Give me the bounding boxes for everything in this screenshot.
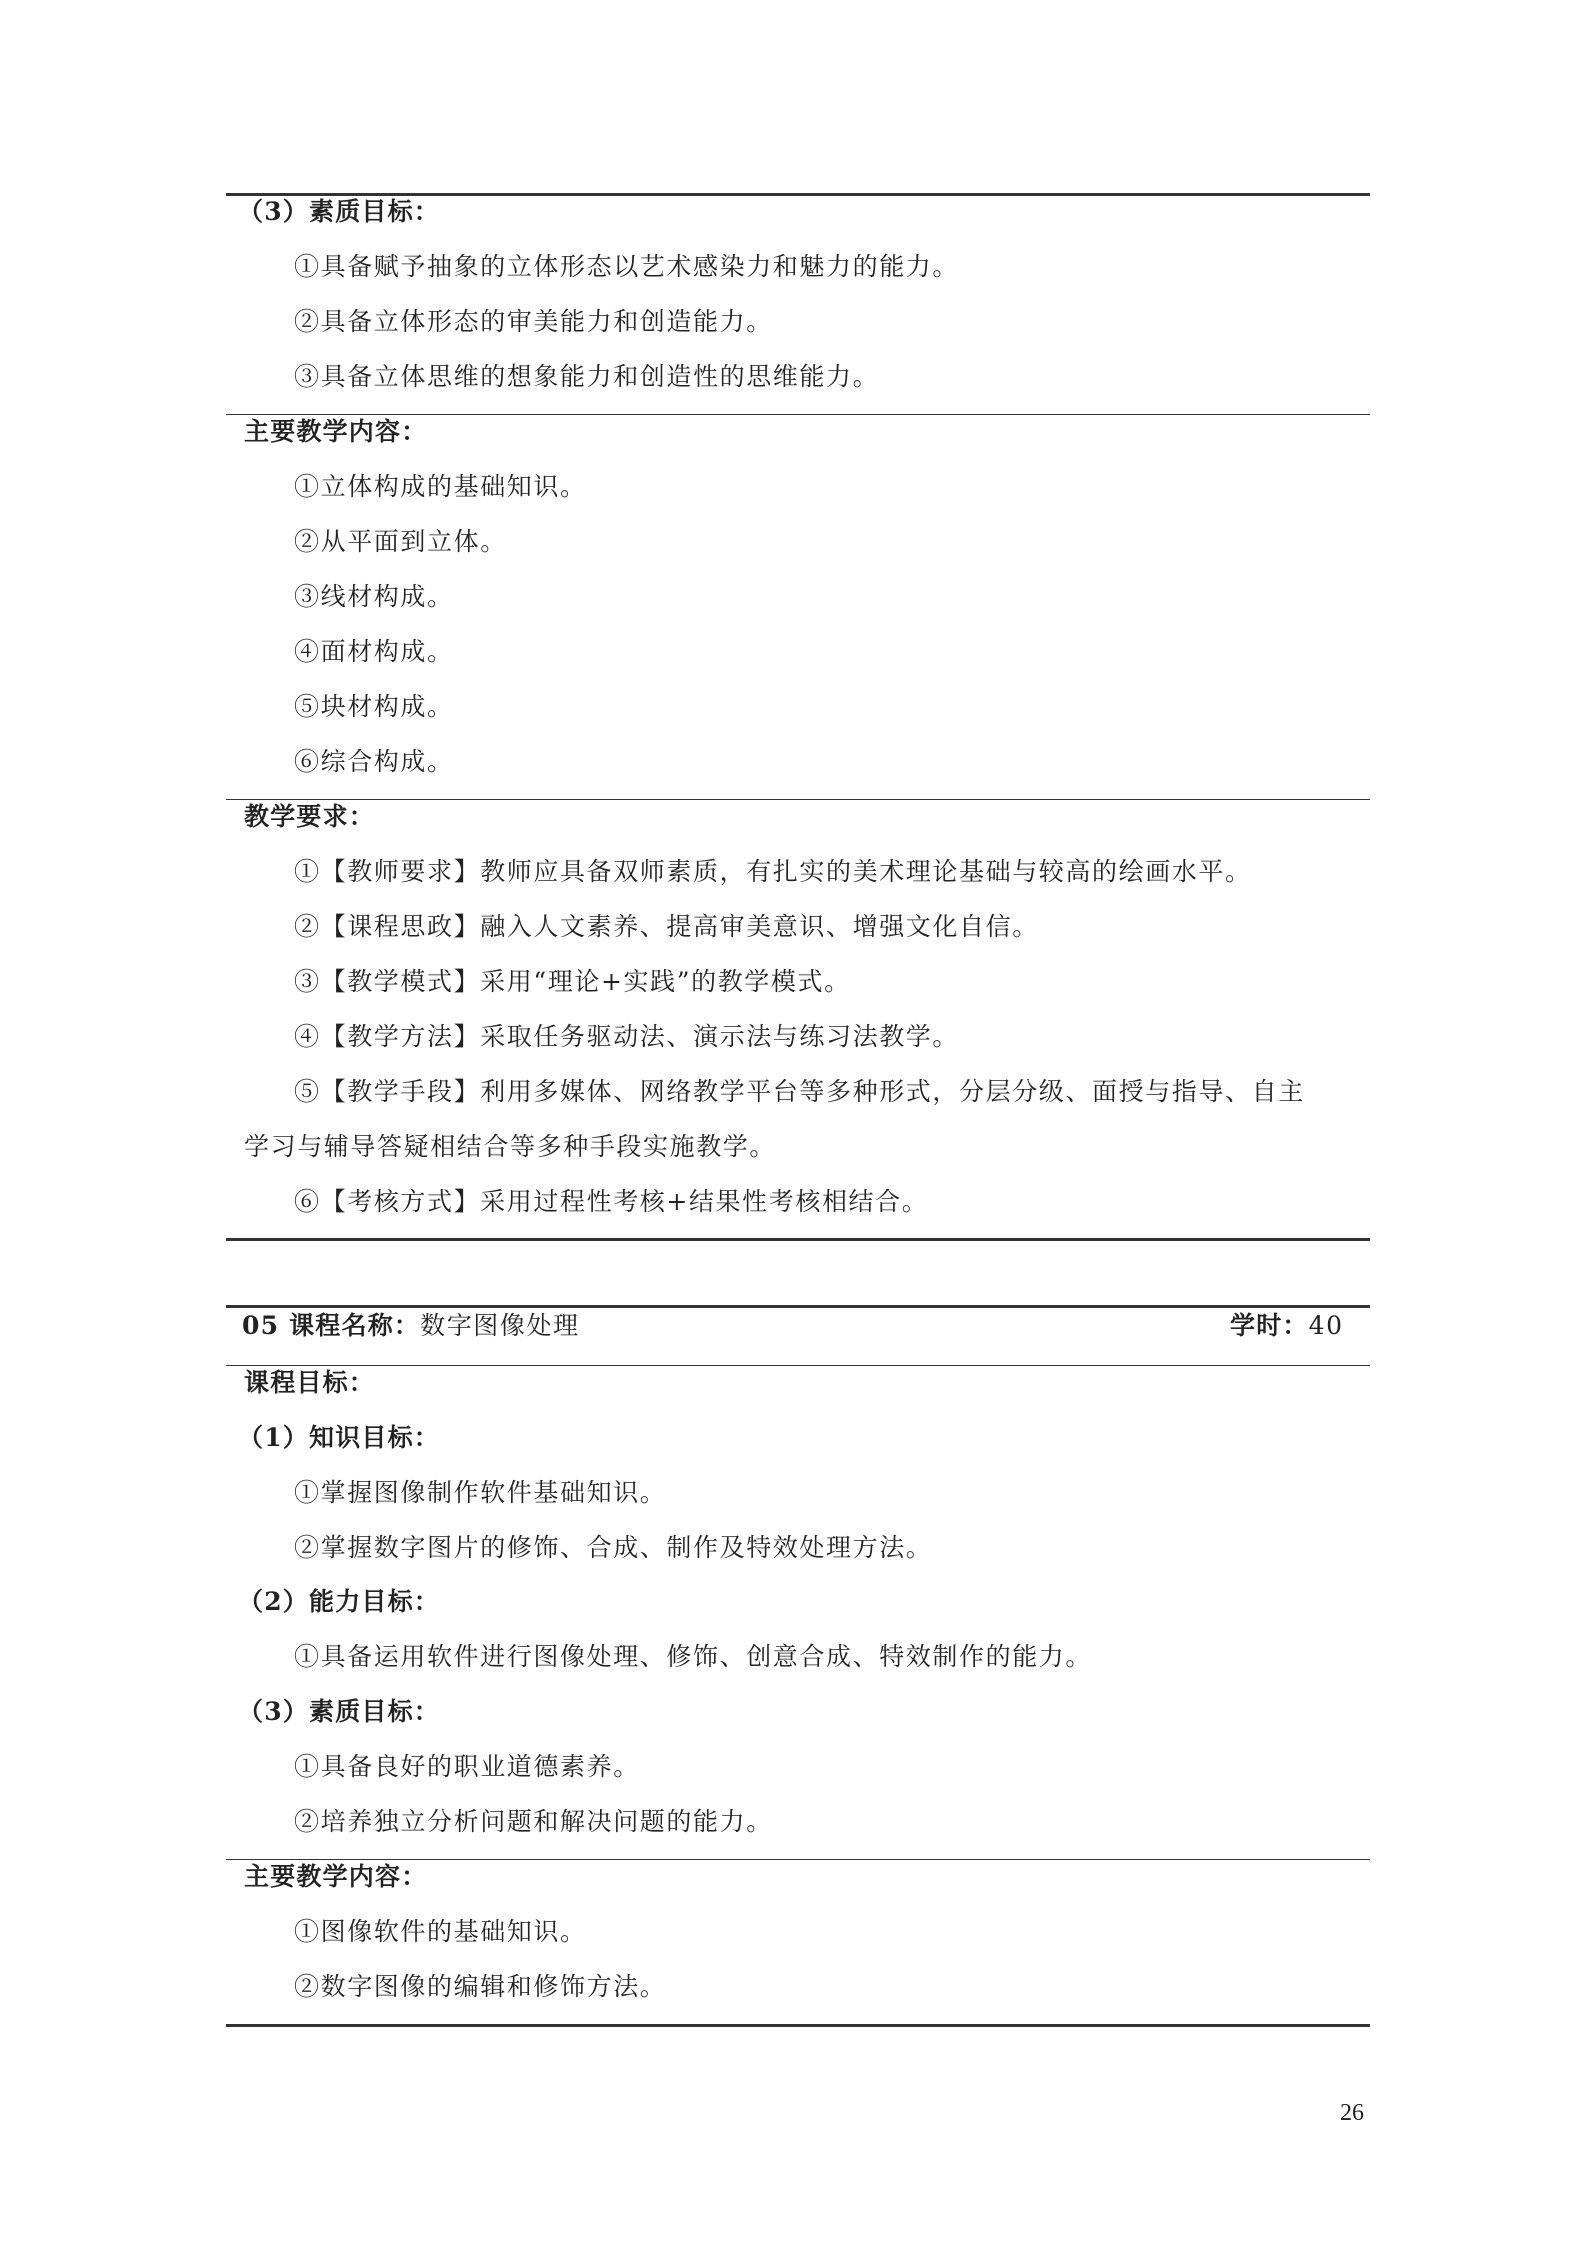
- main-content-heading: 主要教学内容：: [244, 417, 428, 446]
- quality-goal-item: ③具备立体思维的想象能力和创造性的思维能力。: [294, 362, 880, 391]
- content-item: ①图像软件的基础知识。: [294, 1917, 587, 1946]
- section-divider: [226, 1365, 1370, 1366]
- ability-goals-heading: （2）能力目标：: [238, 1587, 440, 1616]
- requirement-item: ①【教师要求】教师应具备双师素质，有扎实的美术理论基础与较高的绘画水平。: [294, 857, 1252, 886]
- quality-goals-heading: （3）素质目标：: [238, 197, 440, 226]
- course-content-heading: 主要教学内容：: [244, 1862, 428, 1891]
- page-number: 26: [1340, 2100, 1364, 2126]
- knowledge-goal-item: ②掌握数字图片的修饰、合成、制作及特效处理方法。: [294, 1533, 933, 1562]
- quality-goals-section: [226, 196, 1370, 414]
- teaching-requirements-heading: 教学要求：: [244, 802, 376, 831]
- quality-goals-heading: （3）素质目标：: [238, 1697, 440, 1726]
- course-name-value: 数字图像处理: [420, 1311, 580, 1340]
- main-content-section: [226, 416, 1370, 796]
- course-name-label: 05 课程名称：: [242, 1311, 421, 1340]
- course-goals-section: [226, 1367, 1370, 1857]
- knowledge-goal-item: ①掌握图像制作软件基础知识。: [294, 1478, 667, 1507]
- ability-goal-item: ①具备运用软件进行图像处理、修饰、创意合成、特效制作的能力。: [294, 1642, 1093, 1671]
- course-title-row: [226, 1310, 1370, 1354]
- content-item: ③线材构成。: [294, 582, 454, 611]
- requirement-item: ④【教学方法】采取任务驱动法、演示法与练习法教学。: [294, 1022, 960, 1051]
- requirement-item: ⑥【考核方式】采用过程性考核+结果性考核相结合。: [294, 1187, 929, 1216]
- course-hours-label: 学时：: [1230, 1311, 1309, 1340]
- course-goals-heading: 课程目标：: [244, 1368, 376, 1397]
- requirement-item: ③【教学模式】采用“理论+实践”的教学模式。: [294, 967, 851, 996]
- requirement-item: ②【课程思政】融入人文素养、提高审美意识、增强文化自信。: [294, 912, 1039, 941]
- bottom-border: [226, 1238, 1370, 1241]
- course-bottom-border: [226, 2024, 1370, 2027]
- quality-goal-item: ②具备立体形态的审美能力和创造能力。: [294, 307, 773, 336]
- section-divider: [226, 799, 1370, 800]
- course-top-border: [226, 1305, 1370, 1308]
- quality-goal-item: ①具备赋予抽象的立体形态以艺术感染力和魅力的能力。: [294, 252, 960, 281]
- quality-goal-item: ②培养独立分析问题和解决问题的能力。: [294, 1807, 773, 1836]
- content-item: ⑥综合构成。: [294, 747, 454, 776]
- requirement-item-continuation: 学习与辅导答疑相结合等多种手段实施教学。: [244, 1132, 777, 1161]
- content-item: ②从平面到立体。: [294, 527, 507, 556]
- course-hours-value: 40: [1308, 1311, 1344, 1340]
- content-item: ①立体构成的基础知识。: [294, 472, 587, 501]
- content-item: ⑤块材构成。: [294, 692, 454, 721]
- requirement-item: ⑤【教学手段】利用多媒体、网络教学平台等多种形式，分层分级、面授与指导、自主: [294, 1077, 1305, 1106]
- section-divider: [226, 414, 1370, 415]
- course-content-section: [226, 1861, 1370, 2021]
- quality-goal-item: ①具备良好的职业道德素养。: [294, 1752, 640, 1781]
- content-item: ②数字图像的编辑和修饰方法。: [294, 1972, 667, 2001]
- course-hours: [1230, 1310, 1344, 1342]
- course-name: [242, 1310, 580, 1342]
- knowledge-goals-heading: （1）知识目标：: [238, 1423, 440, 1452]
- teaching-requirements-section: [226, 801, 1370, 1221]
- section-divider: [226, 1859, 1370, 1860]
- content-item: ④面材构成。: [294, 637, 454, 666]
